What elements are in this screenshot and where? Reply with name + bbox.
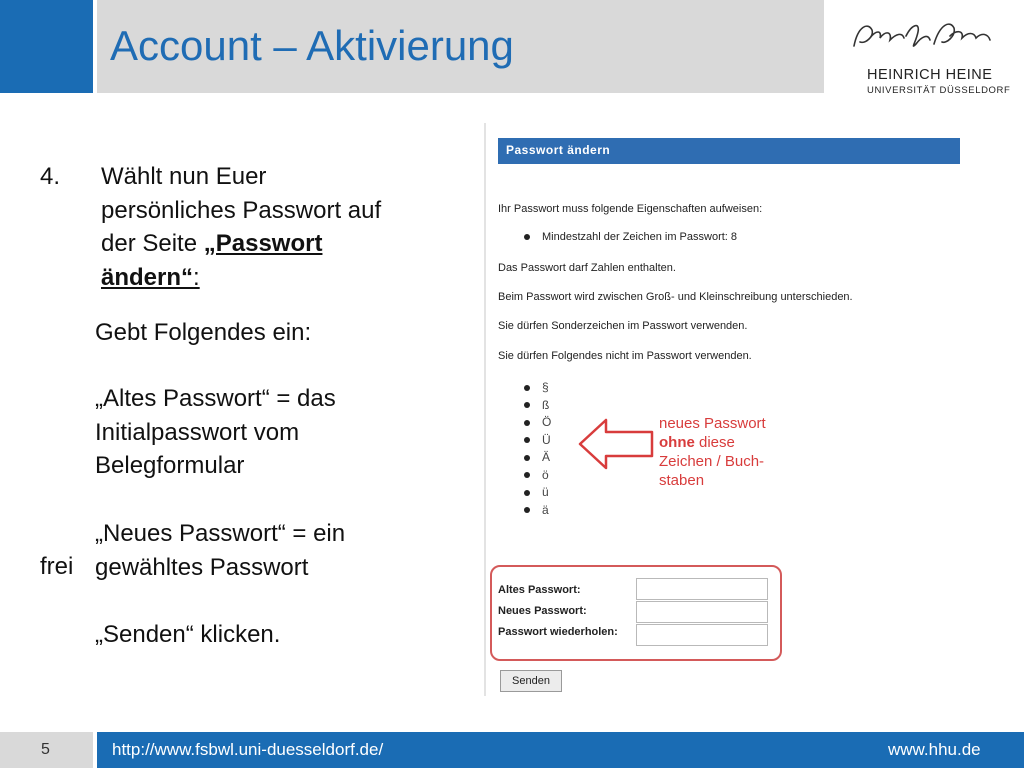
- step-line-3: [101, 227, 461, 261]
- password-change-screenshot: [484, 123, 960, 696]
- step-colon: :: [193, 263, 200, 291]
- new-pw-line-1: „Neues Passwort“ = ein: [95, 520, 346, 547]
- forbidden-chars-list: [524, 380, 551, 520]
- bullet-icon: [524, 507, 530, 513]
- forbidden-char: ä: [542, 502, 549, 517]
- bullet-icon: [524, 385, 530, 391]
- note-line-2: [659, 433, 766, 452]
- new-pw-line-2: gewähltes Passwort: [95, 553, 309, 581]
- page-title: Account – Aktivierung: [110, 22, 514, 69]
- old-pw-line-1: „Altes Passwort“ = das: [95, 385, 336, 412]
- step-line-4: [101, 261, 461, 295]
- old-pw-line-2: Initialpasswort vom: [95, 418, 300, 446]
- footer-url-link[interactable]: http://www.fsbwl.uni-duesseldorf.de/: [112, 740, 384, 759]
- step-line-3-prefix: der Seite: [101, 230, 204, 257]
- title-accent-block: [0, 0, 93, 93]
- special-chars-rule: Sie dürfen Sonderzeichen im Passwort verwenden.: [498, 320, 748, 332]
- forbidden-char: ü: [542, 485, 549, 499]
- list-item: [524, 398, 551, 416]
- note-line-3: Zeichen / Buch-: [659, 453, 765, 470]
- list-item: [524, 433, 551, 451]
- forbidden-char: ö: [542, 467, 549, 482]
- logo-text-line1: HEINRICH HEINE: [867, 67, 993, 83]
- step-description: [101, 160, 461, 294]
- screenshot-header-bar: [498, 138, 960, 164]
- min-chars-text: Mindestzahl der Zeichen im Passwort: 8: [542, 231, 738, 243]
- page-number: 5: [41, 741, 50, 758]
- intro-line: Gebt Folgendes ein:: [95, 319, 312, 346]
- list-item: [524, 468, 551, 486]
- step-line-2: persönliches Passwort auf: [101, 196, 382, 224]
- page-name-highlight-2: ändern“: [101, 263, 194, 291]
- new-password-input[interactable]: [636, 601, 768, 623]
- step-number: 4.: [40, 163, 61, 190]
- min-chars-item: [524, 231, 737, 243]
- repeat-password-input[interactable]: [636, 624, 768, 646]
- note-line-1: neues Passwort: [659, 415, 766, 432]
- step-line-1: Wählt nun Euer: [101, 163, 267, 190]
- footer-site-link[interactable]: www.hhu.de: [888, 740, 981, 759]
- university-logo: [840, 10, 1015, 95]
- forbidden-char: Ä: [542, 450, 551, 464]
- bullet-icon: [524, 402, 530, 408]
- logo-text-line2: UNIVERSITÄT DÜSSELDORF: [867, 85, 1011, 96]
- annotation-note: [659, 414, 766, 490]
- bullet-icon: [524, 420, 530, 426]
- bullet-icon: [524, 455, 530, 461]
- bullet-icon: [524, 472, 530, 478]
- list-item: [524, 450, 551, 468]
- bullet-icon: [524, 490, 530, 496]
- signature-logo-mark: [846, 16, 996, 56]
- forbidden-char: Ö: [542, 415, 552, 429]
- note-line-4: staben: [659, 472, 705, 489]
- note-emphasis: ohne: [659, 434, 695, 451]
- send-instruction: „Senden“ klicken.: [95, 621, 281, 648]
- list-item: [524, 415, 551, 433]
- forbidden-intro: Sie dürfen Folgendes nicht im Passwort verwenden.: [498, 350, 752, 362]
- forbidden-char: ß: [542, 397, 550, 412]
- bullet-icon: [524, 234, 530, 240]
- new-password-instruction: [95, 517, 465, 584]
- page-name-highlight-1: „Passwort: [203, 230, 323, 257]
- new-password-label: Neues Passwort:: [498, 605, 587, 617]
- case-rule: Beim Passwort wird zwischen Groß- und Kleinschreibung unterschieden.: [498, 291, 853, 303]
- bullet-icon: [524, 437, 530, 443]
- left-arrow-icon: [576, 416, 656, 472]
- old-password-label: Altes Passwort:: [498, 584, 581, 596]
- requirements-intro: Ihr Passwort muss folgende Eigenschaften aufweisen:: [498, 203, 763, 215]
- list-item: [524, 485, 551, 503]
- note-line-2-rest: diese: [694, 434, 735, 451]
- digits-rule: Das Passwort darf Zahlen enthalten.: [498, 262, 676, 274]
- list-item: [524, 380, 551, 398]
- old-password-input[interactable]: [636, 578, 768, 600]
- list-item: [524, 503, 551, 521]
- forbidden-char: §: [542, 380, 549, 394]
- new-pw-line-2-prefix: frei: [40, 553, 74, 580]
- screenshot-header-title: Passwort ändern: [506, 143, 611, 157]
- repeat-password-label: Passwort wiederholen:: [498, 626, 618, 638]
- forbidden-char: Ü: [542, 432, 551, 447]
- send-button[interactable]: Senden: [500, 670, 562, 692]
- old-password-instruction: [95, 382, 465, 483]
- old-pw-line-3: Belegformular: [95, 452, 245, 479]
